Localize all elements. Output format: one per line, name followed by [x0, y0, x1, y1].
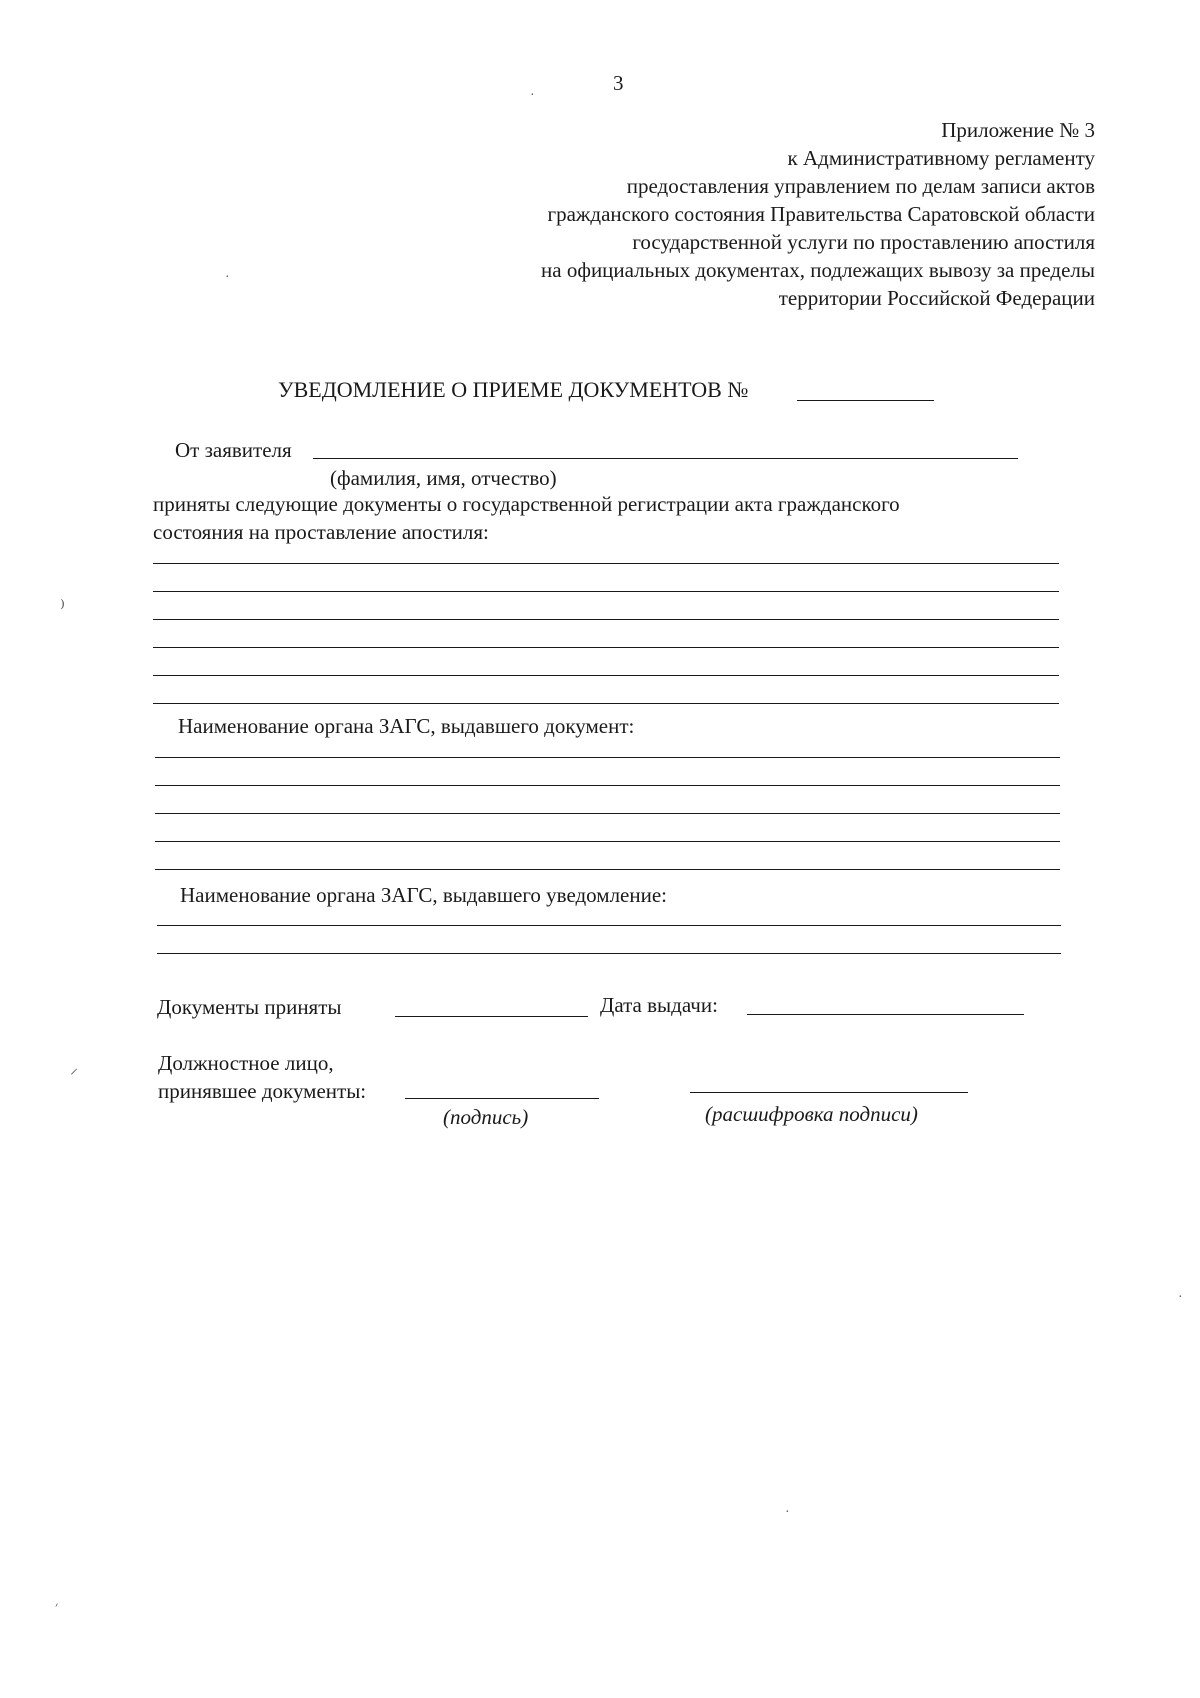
page-number: 3	[613, 71, 624, 95]
document-title: УВЕДОМЛЕНИЕ О ПРИЕМЕ ДОКУМЕНТОВ №	[278, 377, 749, 402]
scan-speck: ׳	[55, 1600, 59, 1615]
appendix-line: территории Российской Федерации	[778, 286, 1095, 310]
issuing-body-field[interactable]	[155, 785, 1060, 786]
appendix-line: к Административному регламенту	[787, 146, 1095, 170]
scan-speck: ·	[1178, 1290, 1183, 1305]
issue-date-field[interactable]	[747, 1014, 1024, 1015]
appendix-line: гражданского состояния Правительства Саратовской области	[547, 202, 1095, 226]
scan-speck: ·	[225, 270, 230, 285]
documents-list-field[interactable]	[153, 647, 1059, 648]
scan-speck: ·	[785, 1505, 790, 1520]
scan-speck: ·	[530, 88, 535, 103]
accepted-text-line2: состояния на проставление апостиля:	[153, 520, 489, 544]
accepted-text-line1: приняты следующие документы о государственной регистрации акта гражданского	[153, 492, 900, 516]
signature-decode-field[interactable]	[690, 1092, 968, 1093]
appendix-line: Приложение № 3	[941, 118, 1095, 142]
notice-body-label: Наименование органа ЗАГС, выдавшего уведомление:	[180, 883, 667, 907]
notice-number-field[interactable]	[797, 400, 934, 401]
notice-body-field[interactable]	[157, 925, 1061, 926]
appendix-line: предоставления управлением по делам записи актов	[626, 174, 1095, 198]
signature-decode-hint: (расшифровка подписи)	[705, 1102, 918, 1126]
applicant-label: От заявителя	[175, 438, 292, 462]
issue-date-label: Дата выдачи:	[600, 993, 718, 1017]
official-label-line2: принявшее документы:	[158, 1079, 367, 1103]
notice-body-field[interactable]	[157, 953, 1061, 954]
documents-list-field[interactable]	[153, 563, 1059, 564]
official-label-line1: Должностное лицо,	[158, 1051, 334, 1075]
issuing-body-label: Наименование органа ЗАГС, выдавшего документ:	[178, 714, 635, 738]
signature-field[interactable]	[405, 1098, 599, 1099]
issuing-body-field[interactable]	[155, 869, 1060, 870]
appendix-line: государственной услуги по проставлению апостиля	[632, 230, 1095, 254]
issuing-body-field[interactable]	[155, 841, 1060, 842]
scan-speck: ⸍	[70, 1067, 79, 1084]
signature-hint: (подпись)	[443, 1105, 529, 1129]
documents-list-field[interactable]	[153, 619, 1059, 620]
documents-list-field[interactable]	[153, 703, 1059, 704]
issuing-body-field[interactable]	[155, 757, 1060, 758]
documents-accepted-date-field[interactable]	[395, 1016, 588, 1017]
applicant-name-field[interactable]	[313, 458, 1018, 459]
scan-speck: ⁾	[60, 597, 65, 619]
documents-list-field[interactable]	[153, 591, 1059, 592]
appendix-line: на официальных документах, подлежащих вывозу за пределы	[541, 258, 1095, 282]
documents-list-field[interactable]	[153, 675, 1059, 676]
issuing-body-field[interactable]	[155, 813, 1060, 814]
applicant-hint: (фамилия, имя, отчество)	[330, 466, 557, 490]
documents-accepted-label: Документы приняты	[157, 995, 342, 1019]
